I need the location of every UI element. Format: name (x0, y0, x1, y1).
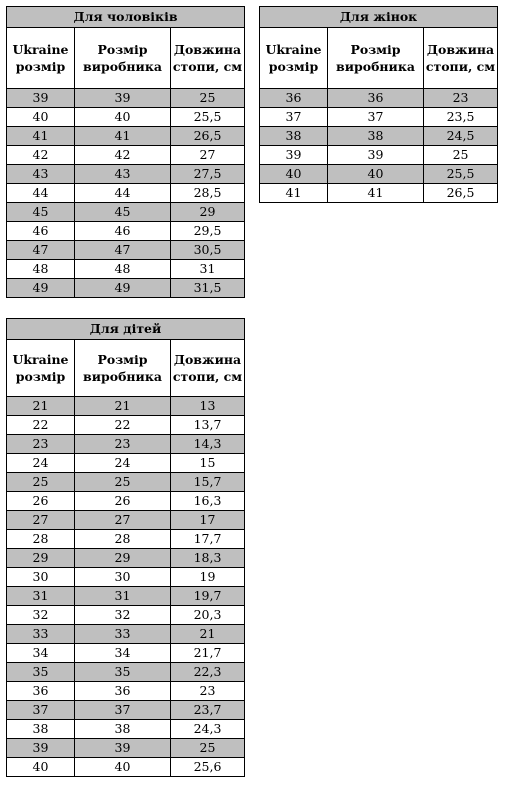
foot-length-cell: 19 (171, 568, 245, 587)
ukraine-size-header: Ukraine розмір (7, 340, 75, 397)
table-row (7, 203, 245, 222)
ukraine-size-cell: 32 (7, 606, 75, 625)
ukraine-size-cell: 24 (7, 454, 75, 473)
ukraine-size-cell: 28 (7, 530, 75, 549)
table-row (7, 682, 245, 701)
ukraine-size-cell: 41 (7, 127, 75, 146)
foot-length-cell: 20,3 (171, 606, 245, 625)
maker-size-cell: 39 (75, 89, 171, 108)
maker-size-cell: 28 (75, 530, 171, 549)
kids-size-table (6, 318, 245, 777)
maker-size-cell: 30 (75, 568, 171, 587)
foot-length-cell: 14,3 (171, 435, 245, 454)
maker-size-cell: 46 (75, 222, 171, 241)
foot-length-cell: 19,7 (171, 587, 245, 606)
table-row (7, 260, 245, 279)
maker-size-cell: 42 (75, 146, 171, 165)
table-row (7, 701, 245, 720)
table-row (7, 587, 245, 606)
ukraine-size-cell: 34 (7, 644, 75, 663)
foot-length-cell: 24,3 (171, 720, 245, 739)
table-row (7, 758, 245, 777)
women-size-table (259, 6, 498, 203)
foot-length-cell: 16,3 (171, 492, 245, 511)
table-row (7, 416, 245, 435)
maker-size-cell: 39 (328, 146, 424, 165)
foot-length-cell: 25 (171, 739, 245, 758)
foot-length-cell: 27 (171, 146, 245, 165)
ukraine-size-cell: 45 (7, 203, 75, 222)
maker-size-cell: 22 (75, 416, 171, 435)
maker-size-cell: 33 (75, 625, 171, 644)
foot-length-cell: 25,6 (171, 758, 245, 777)
foot-length-header: Довжина стопи, см (171, 28, 245, 89)
table-row (260, 165, 498, 184)
table-row (7, 492, 245, 511)
table-row (7, 89, 245, 108)
women-table-title: Для жінок (260, 7, 498, 28)
foot-length-header: Довжина стопи, см (171, 340, 245, 397)
foot-length-cell: 25,5 (424, 165, 498, 184)
table-row (7, 435, 245, 454)
ukraine-size-cell: 38 (7, 720, 75, 739)
maker-size-header: Розмір виробника (75, 28, 171, 89)
maker-size-cell: 39 (75, 739, 171, 758)
ukraine-size-cell: 35 (7, 663, 75, 682)
table-row (7, 625, 245, 644)
foot-length-cell: 24,5 (424, 127, 498, 146)
men-table-title: Для чоловіків (7, 7, 245, 28)
foot-length-cell: 27,5 (171, 165, 245, 184)
ukraine-size-cell: 37 (7, 701, 75, 720)
ukraine-size-cell: 48 (7, 260, 75, 279)
ukraine-size-cell: 30 (7, 568, 75, 587)
foot-length-cell: 29,5 (171, 222, 245, 241)
table-row (7, 739, 245, 758)
maker-size-cell: 34 (75, 644, 171, 663)
ukraine-size-cell: 47 (7, 241, 75, 260)
foot-length-cell: 23 (424, 89, 498, 108)
maker-size-cell: 48 (75, 260, 171, 279)
foot-length-cell: 22,3 (171, 663, 245, 682)
foot-length-cell: 25 (171, 89, 245, 108)
maker-size-cell: 40 (75, 108, 171, 127)
ukraine-size-cell: 49 (7, 279, 75, 298)
table-row (260, 89, 498, 108)
kids-table-title: Для дітей (7, 319, 245, 340)
ukraine-size-cell: 26 (7, 492, 75, 511)
maker-size-cell: 41 (75, 127, 171, 146)
table-row (7, 644, 245, 663)
foot-length-cell: 15 (171, 454, 245, 473)
table-row (7, 146, 245, 165)
ukraine-size-cell: 43 (7, 165, 75, 184)
foot-length-cell: 18,3 (171, 549, 245, 568)
foot-length-cell: 26,5 (171, 127, 245, 146)
ukraine-size-cell: 39 (7, 89, 75, 108)
ukraine-size-header: Ukraine розмір (7, 28, 75, 89)
maker-size-cell: 47 (75, 241, 171, 260)
maker-size-cell: 32 (75, 606, 171, 625)
table-row (7, 473, 245, 492)
maker-size-cell: 49 (75, 279, 171, 298)
maker-size-cell: 26 (75, 492, 171, 511)
table-row (7, 454, 245, 473)
foot-length-cell: 28,5 (171, 184, 245, 203)
table-row (7, 241, 245, 260)
maker-size-cell: 37 (75, 701, 171, 720)
maker-size-cell: 38 (328, 127, 424, 146)
table-row (260, 108, 498, 127)
ukraine-size-cell: 40 (7, 758, 75, 777)
maker-size-cell: 36 (328, 89, 424, 108)
foot-length-cell: 15,7 (171, 473, 245, 492)
ukraine-size-cell: 40 (7, 108, 75, 127)
foot-length-cell: 25 (424, 146, 498, 165)
ukraine-size-cell: 36 (260, 89, 328, 108)
maker-size-cell: 41 (328, 184, 424, 203)
foot-length-cell: 23 (171, 682, 245, 701)
foot-length-cell: 29 (171, 203, 245, 222)
table-row (7, 108, 245, 127)
table-row (260, 184, 498, 203)
table-row (7, 530, 245, 549)
table-row (260, 146, 498, 165)
maker-size-cell: 44 (75, 184, 171, 203)
ukraine-size-cell: 36 (7, 682, 75, 701)
ukraine-size-header: Ukraine розмір (260, 28, 328, 89)
foot-length-cell: 30,5 (171, 241, 245, 260)
table-row (7, 549, 245, 568)
ukraine-size-cell: 39 (7, 739, 75, 758)
foot-length-cell: 25,5 (171, 108, 245, 127)
foot-length-cell: 13 (171, 397, 245, 416)
table-row (7, 184, 245, 203)
ukraine-size-cell: 21 (7, 397, 75, 416)
ukraine-size-cell: 41 (260, 184, 328, 203)
table-row (7, 511, 245, 530)
table-row (7, 127, 245, 146)
foot-length-cell: 17,7 (171, 530, 245, 549)
ukraine-size-cell: 27 (7, 511, 75, 530)
foot-length-cell: 23,7 (171, 701, 245, 720)
foot-length-cell: 26,5 (424, 184, 498, 203)
maker-size-cell: 43 (75, 165, 171, 184)
table-row (7, 606, 245, 625)
maker-size-cell: 27 (75, 511, 171, 530)
maker-size-cell: 21 (75, 397, 171, 416)
ukraine-size-cell: 37 (260, 108, 328, 127)
ukraine-size-cell: 38 (260, 127, 328, 146)
ukraine-size-cell: 42 (7, 146, 75, 165)
foot-length-cell: 17 (171, 511, 245, 530)
table-row (7, 165, 245, 184)
maker-size-cell: 24 (75, 454, 171, 473)
maker-size-cell: 31 (75, 587, 171, 606)
ukraine-size-cell: 31 (7, 587, 75, 606)
maker-size-cell: 23 (75, 435, 171, 454)
maker-size-cell: 40 (328, 165, 424, 184)
table-row (7, 397, 245, 416)
table-row (7, 568, 245, 587)
men-size-table (6, 6, 245, 298)
ukraine-size-cell: 33 (7, 625, 75, 644)
maker-size-cell: 35 (75, 663, 171, 682)
maker-size-cell: 45 (75, 203, 171, 222)
maker-size-cell: 29 (75, 549, 171, 568)
table-row (7, 720, 245, 739)
ukraine-size-cell: 39 (260, 146, 328, 165)
maker-size-cell: 38 (75, 720, 171, 739)
foot-length-cell: 21 (171, 625, 245, 644)
table-row (260, 127, 498, 146)
table-row (7, 663, 245, 682)
ukraine-size-cell: 23 (7, 435, 75, 454)
maker-size-header: Розмір виробника (328, 28, 424, 89)
maker-size-cell: 37 (328, 108, 424, 127)
foot-length-cell: 23,5 (424, 108, 498, 127)
ukraine-size-cell: 46 (7, 222, 75, 241)
maker-size-header: Розмір виробника (75, 340, 171, 397)
ukraine-size-cell: 29 (7, 549, 75, 568)
foot-length-cell: 13,7 (171, 416, 245, 435)
ukraine-size-cell: 40 (260, 165, 328, 184)
ukraine-size-cell: 25 (7, 473, 75, 492)
foot-length-cell: 31 (171, 260, 245, 279)
table-row (7, 279, 245, 298)
foot-length-header: Довжина стопи, см (424, 28, 498, 89)
table-row (7, 222, 245, 241)
ukraine-size-cell: 22 (7, 416, 75, 435)
ukraine-size-cell: 44 (7, 184, 75, 203)
maker-size-cell: 40 (75, 758, 171, 777)
maker-size-cell: 36 (75, 682, 171, 701)
foot-length-cell: 21,7 (171, 644, 245, 663)
foot-length-cell: 31,5 (171, 279, 245, 298)
maker-size-cell: 25 (75, 473, 171, 492)
